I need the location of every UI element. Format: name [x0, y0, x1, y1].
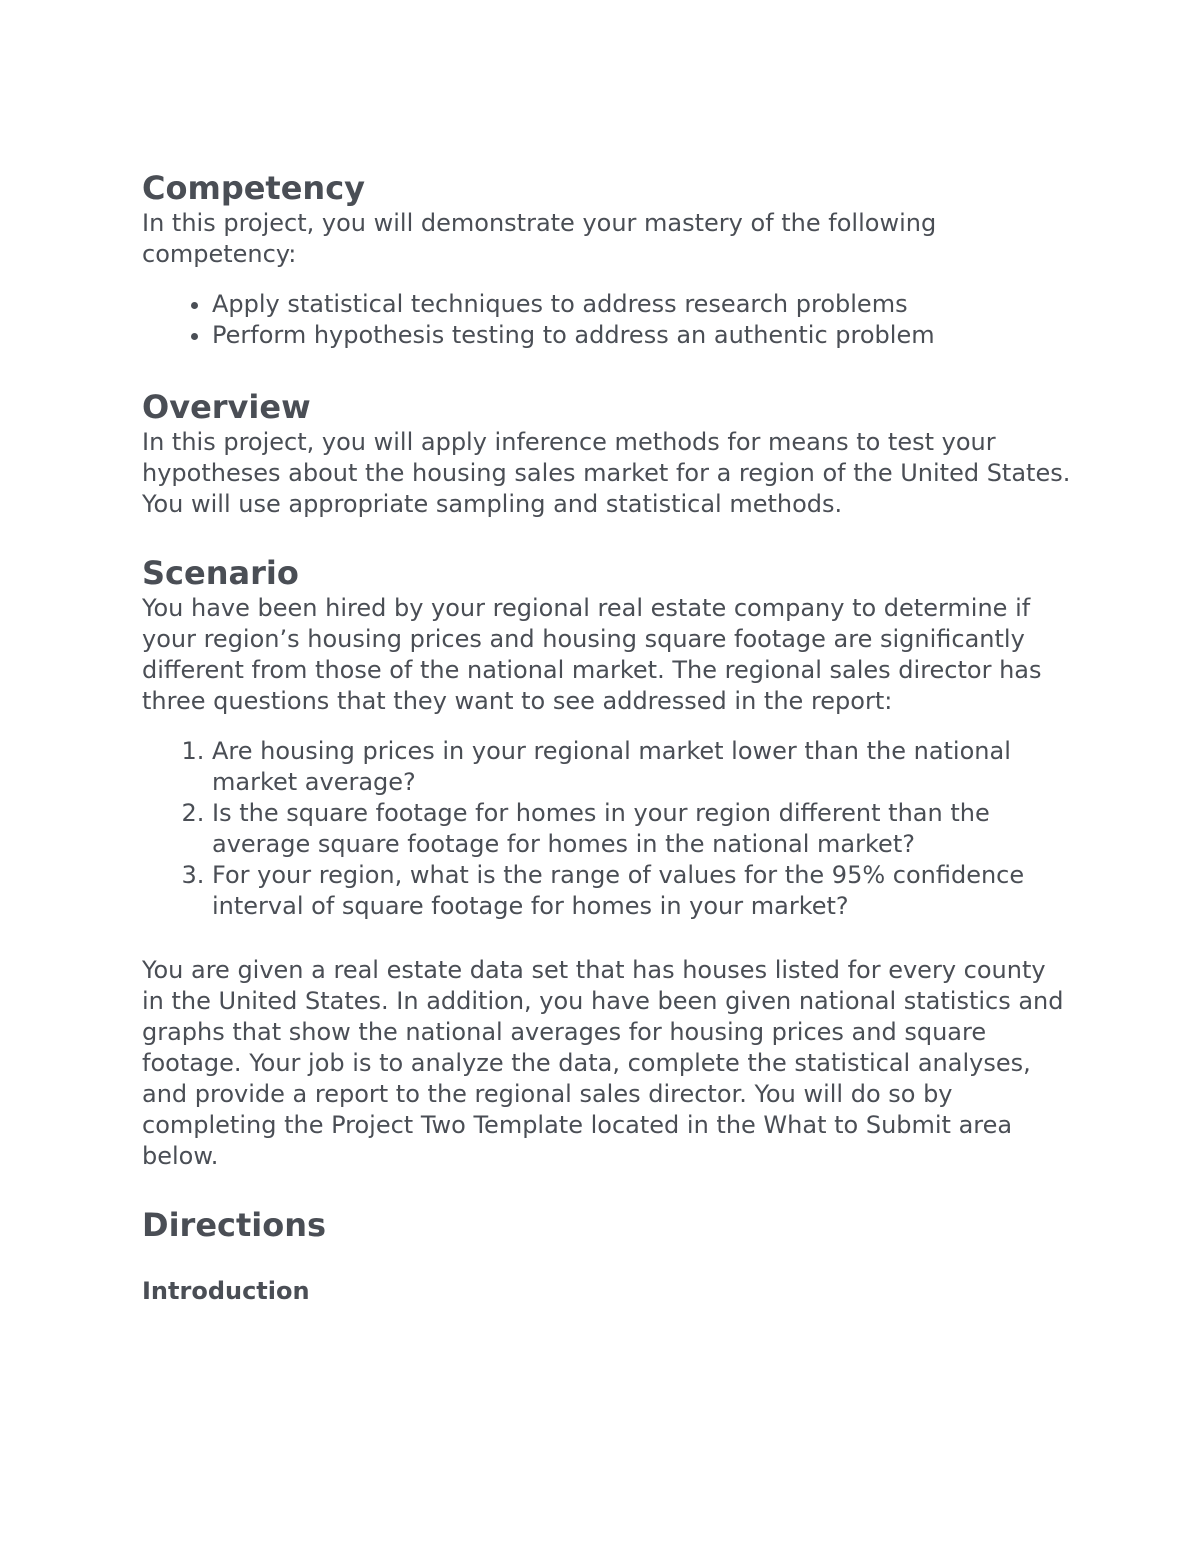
overview-body: In this project, you will apply inference methods for means to test your hypotheses about the housing sales market for a region of the United States. You will use appropriate sampling and statistical methods.: [142, 428, 1071, 518]
question-item: 2. Is the square footage for homes in your region different than the average square footage for homes in the national market?: [212, 798, 1072, 860]
scenario-questions: [142, 736, 1072, 922]
scenario-followup: You are given a real estate data set that has houses listed for every county in the United States. In addition, you have been given national statistics and graphs that show the national averages for housing prices and square footage. Your job is to analyze the data, complete the statistical analyses, and provide a report to the regional sales director. You will do so by completing the Project Two Template located in the What to Submit area below.: [142, 956, 1064, 1170]
competency-intro: In this project, you will demonstrate your mastery of the following competency:: [142, 209, 937, 268]
introduction-subheading: Introduction: [142, 1277, 310, 1305]
question-item: 3. For your region, what is the range of values for the 95% confidence interval of square footage for homes in your market?: [212, 860, 1072, 922]
scenario-heading: Scenario: [142, 554, 299, 592]
scenario-body: You have been hired by your regional real estate company to determine if your region’s housing prices and housing square footage are significantly different from those of the national market. The regional sales director has three questions that they want to see addressed in the report:: [142, 594, 1042, 715]
competency-list: [142, 289, 1072, 351]
competency-heading: Competency: [142, 169, 366, 207]
directions-heading: Directions: [142, 1206, 327, 1244]
competency-item: • Apply statistical techniques to address research problems: [212, 289, 1072, 320]
question-item: 1. Are housing prices in your regional market lower than the national market average?: [212, 736, 1072, 798]
overview-heading: Overview: [142, 388, 311, 426]
document-page: [142, 168, 1072, 1307]
competency-item: • Perform hypothesis testing to address an authentic problem: [212, 320, 1072, 351]
